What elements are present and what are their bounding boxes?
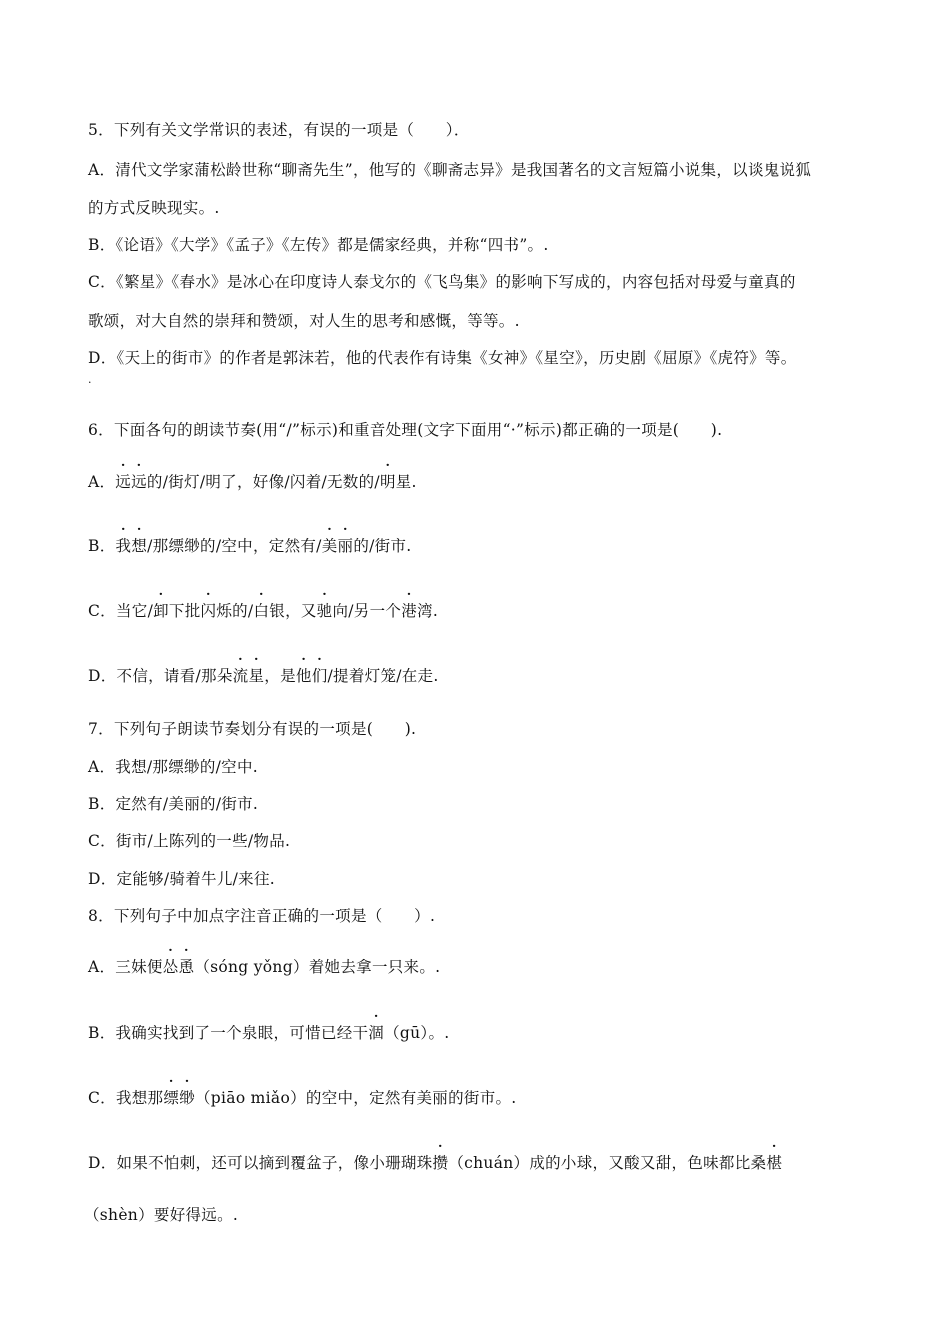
stressed-char: 丽 (337, 537, 354, 555)
question-5-option-a-line1: A．清代文学家蒲松龄世称“聊斋先生”，他写的《聊斋志异》是我国著名的文言短篇小说集，以谈鬼说狐 (88, 161, 812, 179)
sentence-text: （sóng yǒng）着她去拿一只来。. (194, 958, 441, 976)
option-label: D． (88, 667, 117, 685)
question-7-stem: 7．下列句子朗读节奏划分有误的一项是( ). (88, 720, 417, 738)
sentence-text: C．我想那 (88, 1089, 164, 1107)
question-6-option-c (88, 601, 438, 621)
option-label: B． (88, 537, 116, 555)
stressed-char: 港 (401, 602, 418, 620)
question-5-option-d-line2: . (88, 373, 92, 386)
stressed-char: 星 (248, 667, 265, 685)
sentence-text: 的/街市. (353, 537, 412, 555)
question-5-option-b: B．《论语》《大学》《孟子》《左传》都是儒家经典，并称“四书”。. (88, 236, 549, 254)
dotted-char: 恿 (178, 958, 195, 976)
sentence-text: D．如果不怕刺，还可以摘到覆盆子，像小珊瑚珠 (88, 1154, 433, 1172)
stressed-char: 们 (311, 667, 328, 685)
question-8-option-d (88, 1153, 782, 1173)
question-8-option-d-line2: （shèn）要好得远。. (84, 1206, 239, 1224)
question-8-option-a (88, 957, 440, 977)
sentence-text: 湾. (417, 602, 439, 620)
stressed-char: 明 (379, 473, 396, 491)
dotted-char: 缥 (163, 1089, 180, 1107)
sentence-text: ，是 (264, 667, 296, 685)
dotted-char: 攒 (432, 1154, 449, 1172)
dotted-char: 椹 (766, 1154, 783, 1172)
sentence-text: 银，又 (269, 602, 317, 620)
stressed-char: 他 (295, 667, 312, 685)
sentence-text: /提着灯笼/在走. (327, 667, 439, 685)
stressed-char: 卸 (153, 602, 169, 620)
question-8-option-c (88, 1088, 517, 1108)
question-5-option-c-line2: 歌颂，对大自然的崇拜和赞颂，对人生的思考和感慨，等等。. (88, 312, 520, 330)
question-5-option-a-line2: 的方式反映现实。. (88, 199, 220, 217)
question-6-option-d (88, 666, 439, 686)
dotted-char: 涸 (368, 1024, 385, 1042)
question-5-stem: 5．下列有关文学常识的表述，有误的一项是（ ）． (88, 121, 470, 139)
sentence-text: A．三妹便 (88, 958, 163, 976)
sentence-text: （gū）。. (384, 1024, 450, 1042)
sentence-text: /那缥缈的/空中，定然有/ (147, 537, 322, 555)
stressed-char: 远 (131, 473, 147, 491)
question-7-option-c: C．街市/上陈列的一些/物品. (88, 832, 291, 850)
question-7-option-a: A．我想/那缥缈的/空中. (88, 758, 258, 776)
dotted-char: 缈 (179, 1089, 195, 1107)
question-8-option-b (88, 1023, 450, 1043)
stressed-char: 我 (115, 537, 132, 555)
question-6-option-a (88, 472, 417, 492)
sentence-text: （piāo miǎo）的空中，定然有美丽的街市。. (195, 1089, 517, 1107)
sentence-text: 不信，请看/那朵 (116, 667, 233, 685)
sentence-text: 当它/ (115, 602, 154, 620)
dotted-char: 怂 (162, 958, 179, 976)
option-label: C． (88, 602, 116, 620)
stressed-char: 美 (321, 537, 338, 555)
sentence-text: 星. (395, 473, 417, 491)
question-5-option-c-line1: C．《繁星》《春水》是冰心在印度诗人泰戈尔的《飞鸟集》的影响下写成的，内容包括对母爱与童真的 (88, 273, 796, 291)
question-5-option-d-line1: D．《天上的街市》的作者是郭沫若，他的代表作有诗集《女神》《星空》，历史剧《屈原》《虎符》等。 (88, 349, 797, 367)
question-7-option-d: D．定能够/骑着牛儿/来往. (88, 870, 275, 888)
stressed-char: 远 (115, 473, 132, 491)
stressed-char: 驰 (316, 602, 333, 620)
question-6-option-b (88, 536, 411, 556)
sentence-text: B．我确实找到了一个泉眼，可惜已经干 (88, 1024, 369, 1042)
sentence-text: 的/街灯/明了，好像/闪着/无数的/ (146, 473, 380, 491)
option-label: A． (88, 473, 116, 491)
sentence-text: （chuán）成的小球，又酸又甜，色味都比桑 (448, 1154, 767, 1172)
sentence-text: 向/另一个 (332, 602, 402, 620)
stressed-char: 想 (131, 537, 148, 555)
question-8-stem: 8．下列句子中加点字注音正确的一项是（ ）. (88, 907, 436, 925)
question-6-stem: 6．下面各句的朗读节奏(用“/”标示)和重音处理(文字下面用“·”标示)都正确的一项是( ). (88, 421, 723, 439)
sentence-text: 烁的/ (216, 602, 254, 620)
stressed-char: 白 (253, 602, 270, 620)
question-7-option-b: B．定然有/美丽的/街市. (88, 795, 259, 813)
stressed-char: 闪 (200, 602, 217, 620)
stressed-char: 流 (232, 667, 249, 685)
sentence-text: 下批 (168, 602, 201, 620)
